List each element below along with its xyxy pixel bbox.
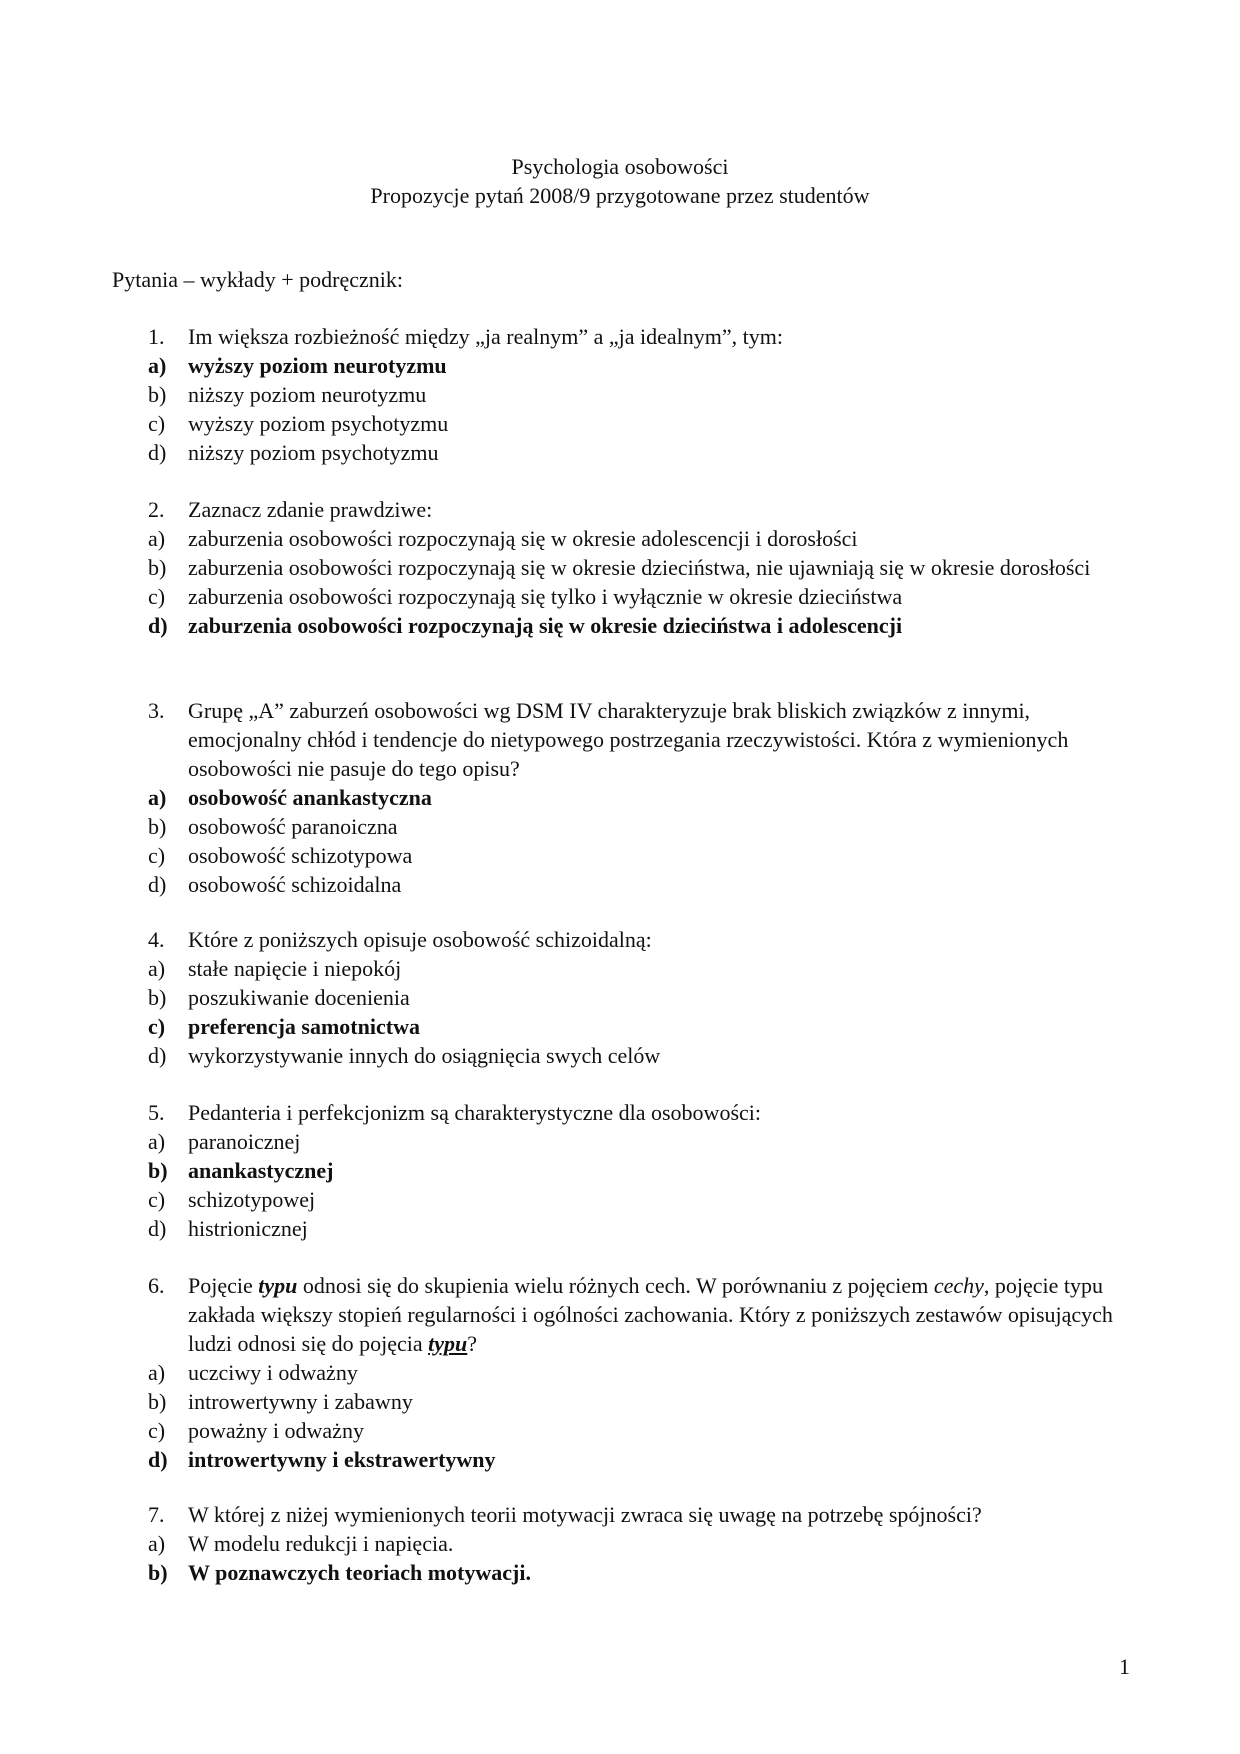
answer-label: a) [148, 1531, 166, 1556]
answer-text: stałe napięcie i niepokój [188, 956, 402, 981]
answer-label: c) [148, 584, 166, 609]
answer-text: zaburzenia osobowości rozpoczynają się w okresie adolescencji i dorosłości [188, 526, 858, 551]
document-title: Psychologia osobowości [511, 154, 729, 179]
answer-text: zaburzenia osobowości rozpoczynają się w okresie dzieciństwa, nie ujawniają się w okresie dorosłości [188, 555, 1091, 580]
question-stem-part: , pojęcie typu zakłada większy stopień regularności i ogólności zachowania. Który z poniższych zestawów opisujących ludzi odnosi się do pojęcia [188, 1273, 1113, 1356]
answer-option [148, 1127, 1128, 1156]
question-number: 7. [148, 1502, 165, 1527]
answer-text: introwertywny i ekstrawertywny [188, 1447, 496, 1472]
answer-label: a) [148, 353, 167, 378]
answer-option-correct [148, 1445, 1128, 1474]
question-emphasis: typu [258, 1273, 298, 1298]
question-text [148, 925, 1128, 954]
answer-label: d) [148, 613, 168, 638]
question-text [148, 696, 1128, 783]
answer-label: a) [148, 956, 166, 981]
answer-option [148, 553, 1128, 582]
question-stem: Im większa rozbieżność między „ja realnym” a „ja idealnym”, tym: [188, 324, 783, 349]
question-number: 4. [148, 927, 165, 952]
question-number: 1. [148, 324, 165, 349]
question-stem-part: Pojęcie [188, 1273, 259, 1298]
question-text [148, 1098, 1128, 1127]
answer-text: W modelu redukcji i napięcia. [188, 1531, 454, 1556]
answer-label: c) [148, 411, 166, 436]
question-stem-part: ? [467, 1331, 478, 1356]
answer-text: preferencja samotnictwa [188, 1014, 420, 1039]
question-text [148, 1500, 1128, 1529]
answer-label: b) [148, 985, 167, 1010]
question-2 [148, 495, 1128, 640]
answer-option [148, 380, 1128, 409]
answer-option [148, 438, 1128, 467]
question-stem: Które z poniższych opisuje osobowość schizoidalną: [188, 927, 652, 952]
answer-option-correct [148, 351, 1128, 380]
question-5 [148, 1098, 1128, 1243]
answer-option [148, 1416, 1128, 1445]
answer-text: wyższy poziom psychotyzmu [188, 411, 449, 436]
question-text [148, 1271, 1128, 1358]
answer-option-correct [148, 1558, 1128, 1587]
answer-text: osobowość schizoidalna [188, 872, 402, 897]
answer-option [148, 954, 1128, 983]
answer-label: d) [148, 872, 167, 897]
answer-option [148, 812, 1128, 841]
answer-label: a) [148, 526, 166, 551]
answer-label: c) [148, 1187, 166, 1212]
answer-label: d) [148, 1447, 168, 1472]
answer-label: b) [148, 814, 167, 839]
section-intro: Pytania – wykłady + podręcznik: [112, 267, 404, 292]
question-7 [148, 1500, 1128, 1587]
answer-text: wykorzystywanie innych do osiągnięcia swych celów [188, 1043, 661, 1068]
question-4 [148, 925, 1128, 1070]
answer-option-correct [148, 1012, 1128, 1041]
answer-text: wyższy poziom neurotyzmu [188, 353, 447, 378]
question-stem: Grupę „A” zaburzeń osobowości wg DSM IV charakteryzuje brak bliskich związków z innymi, emocjonalny chłód i tendencje do nietypowego postrzegania rzeczywistości. Która z wymienionych osobowości nie pasuje do tego opisu? [188, 698, 1069, 781]
question-stem-part: odnosi się do skupienia wielu różnych cech. W porównaniu z pojęciem [297, 1273, 934, 1298]
answer-label: b) [148, 555, 167, 580]
answer-text: niższy poziom neurotyzmu [188, 382, 427, 407]
answer-label: b) [148, 1158, 168, 1183]
answer-text: W poznawczych teoriach motywacji. [188, 1560, 531, 1585]
question-number: 5. [148, 1100, 165, 1125]
question-1 [148, 322, 1128, 467]
answer-option [148, 524, 1128, 553]
question-number: 3. [148, 698, 165, 723]
answer-label: a) [148, 785, 167, 810]
question-6 [148, 1271, 1128, 1474]
answer-label: b) [148, 382, 167, 407]
answer-option [148, 1041, 1128, 1070]
answer-option [148, 582, 1128, 611]
document-subtitle: Propozycje pytań 2008/9 przygotowane przez studentów [370, 183, 870, 208]
answer-option-correct [148, 1156, 1128, 1185]
question-text [148, 495, 1128, 524]
answer-text: histrionicznej [188, 1216, 308, 1241]
answer-text: osobowość paranoiczna [188, 814, 398, 839]
answer-option [148, 1529, 1128, 1558]
question-stem: W której z niżej wymienionych teorii motywacji zwraca się uwagę na potrzebę spójności? [188, 1502, 982, 1527]
answer-text: poważny i odważny [188, 1418, 364, 1443]
answer-label: a) [148, 1129, 166, 1154]
question-number: 6. [148, 1273, 165, 1298]
question-text [148, 322, 1128, 351]
answer-text: paranoicznej [188, 1129, 301, 1154]
answer-label: d) [148, 440, 167, 465]
answer-text: niższy poziom psychotyzmu [188, 440, 439, 465]
question-stem: Pedanteria i perfekcjonizm są charakterystyczne dla osobowości: [188, 1100, 761, 1125]
answer-option [148, 1358, 1128, 1387]
question-emphasis: cechy [933, 1273, 984, 1298]
answer-text: introwertywny i zabawny [188, 1389, 413, 1414]
answer-label: a) [148, 1360, 166, 1385]
answer-label: b) [148, 1560, 168, 1585]
question-3 [148, 696, 1128, 899]
answer-label: c) [148, 1014, 166, 1039]
answer-label: c) [148, 843, 166, 868]
answer-text: osobowość schizotypowa [188, 843, 413, 868]
answer-text: schizotypowej [188, 1187, 316, 1212]
answer-text: poszukiwanie docenienia [188, 985, 410, 1010]
answer-label: d) [148, 1043, 167, 1068]
question-number: 2. [148, 497, 165, 522]
answer-option [148, 983, 1128, 1012]
answer-option [148, 409, 1128, 438]
answer-option-correct [148, 783, 1128, 812]
answer-text: anankastycznej [188, 1158, 334, 1183]
answer-option [148, 1387, 1128, 1416]
answer-option [148, 870, 1128, 899]
answer-label: c) [148, 1418, 166, 1443]
question-emphasis-underlined: typu [428, 1331, 468, 1356]
answer-label: b) [148, 1389, 167, 1414]
answer-option [148, 841, 1128, 870]
answer-label: d) [148, 1216, 167, 1241]
answer-text: osobowość anankastyczna [188, 785, 432, 810]
answer-text: zaburzenia osobowości rozpoczynają się tylko i wyłącznie w okresie dzieciństwa [188, 584, 903, 609]
answer-text: uczciwy i odważny [188, 1360, 358, 1385]
answer-option [148, 1214, 1128, 1243]
answer-option [148, 1185, 1128, 1214]
answer-option-correct [148, 611, 1128, 640]
page-number: 1 [1119, 1654, 1130, 1679]
question-stem: Zaznacz zdanie prawdziwe: [188, 497, 433, 522]
answer-text: zaburzenia osobowości rozpoczynają się w okresie dzieciństwa i adolescencji [188, 613, 903, 638]
